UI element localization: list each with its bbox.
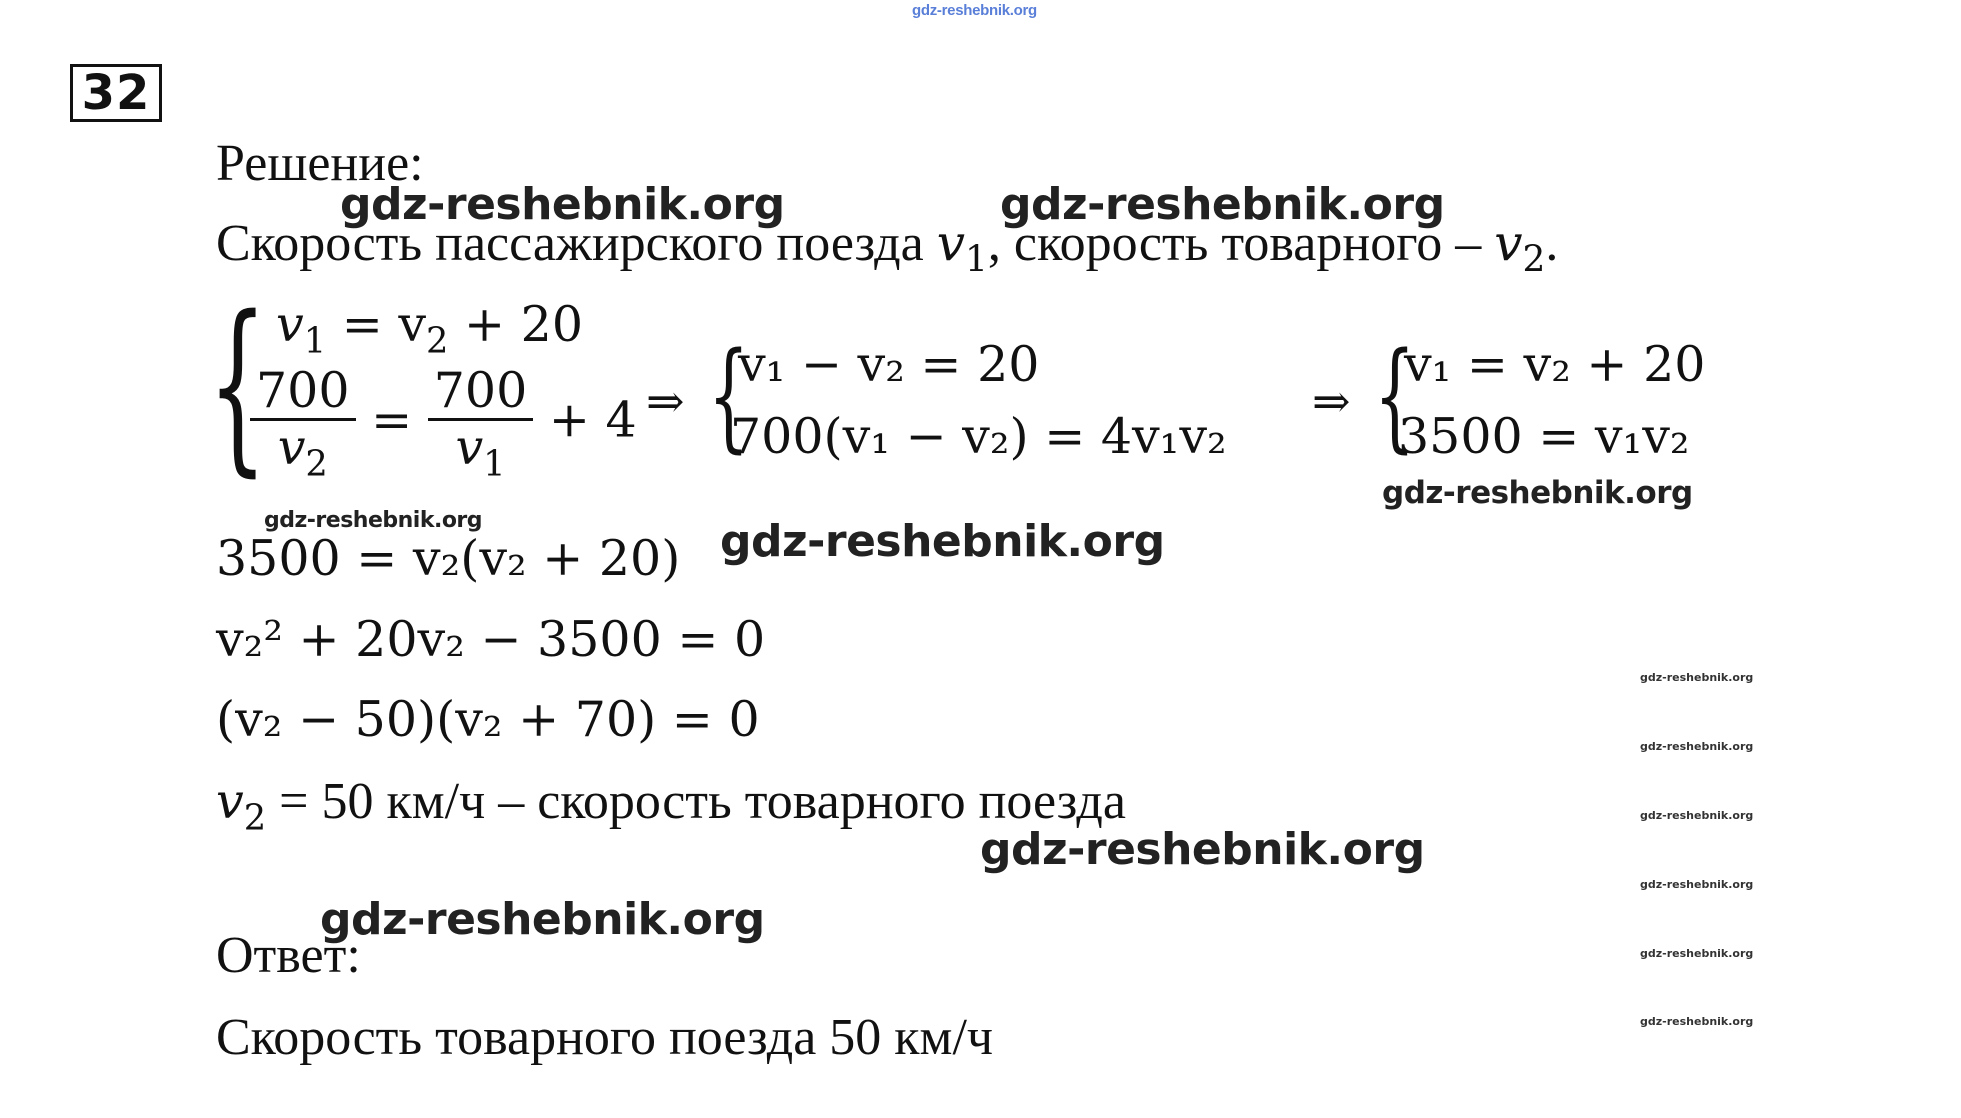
fraction-700-over-v1: $\frac{700}{v_1}$ (428, 364, 534, 484)
watermark-text: gdz-reshebnik.org (1640, 947, 1754, 960)
system1-brace: { (208, 276, 268, 493)
problem-number-box (70, 64, 162, 122)
watermark-text: gdz-reshebnik.org (1000, 179, 1445, 230)
v2-var: v (1494, 214, 1523, 272)
implies-arrow-1: ⇒ (646, 374, 685, 428)
answer-text: Скорость товарного поезда 50 км/ч (216, 1009, 994, 1066)
system3-brace: { (1374, 326, 1416, 464)
system1-line1: $v_1 = v_2 + 20$ (276, 296, 584, 362)
system3-line1: v₁ = v₂ + 20 (1404, 336, 1706, 393)
watermark-text: gdz-reshebnik.org (264, 508, 483, 533)
watermark-text: gdz-reshebnik.org (1382, 475, 1693, 511)
step-line-2: v₂² + 20v₂ − 3500 = 0 (216, 611, 766, 668)
system3-line2: 3500 = v₁v₂ (1398, 408, 1690, 465)
watermark-text: gdz-reshebnik.org (1640, 740, 1754, 753)
system2-brace: { (708, 326, 750, 464)
intro-text-before: Скорость пассажирского поезда (216, 215, 937, 272)
result-line: $v_2 = 50$ км/ч – скорость товарного поезда (216, 773, 1126, 839)
v1-var: v (936, 214, 965, 272)
intro-line (216, 214, 1559, 281)
problem-number: 32 (81, 65, 151, 121)
system2-line2: 700(v₁ − v₂) = 4v₁v₂ (730, 408, 1227, 465)
fraction-700-over-v2: $\frac{700}{v_2}$ (250, 364, 356, 484)
answer-heading: Ответ: (216, 927, 361, 984)
watermark-text: gdz-reshebnik.org (340, 179, 785, 230)
intro-text-after: . (1545, 215, 1559, 272)
solution-heading: Решение: (216, 135, 424, 192)
system1-line2: $\frac{700}{v_2}$ = $\frac{700}{v_1}$ + 4 (250, 364, 637, 484)
watermark-text: gdz-reshebnik.org (1640, 809, 1754, 822)
watermark-text: gdz-reshebnik.org (980, 824, 1425, 875)
step-line-3: (v₂ − 50)(v₂ + 70) = 0 (216, 691, 760, 748)
watermark-text: gdz-reshebnik.org (1640, 878, 1754, 891)
watermark-text: gdz-reshebnik.org (720, 516, 1165, 567)
implies-arrow-2: ⇒ (1312, 374, 1351, 428)
watermark-text: gdz-reshebnik.org (1640, 671, 1754, 684)
v1-sub: 1 (964, 239, 988, 281)
watermark-text: gdz-reshebnik.org (320, 894, 765, 945)
system2-line1: v₁ − v₂ = 20 (738, 336, 1040, 393)
step-line-1: 3500 = v₂(v₂ + 20) (216, 530, 681, 587)
watermark-text: gdz-reshebnik.org (1640, 1015, 1754, 1028)
top-watermark: gdz-reshebnik.org (912, 2, 1037, 19)
intro-text-middle: , скорость товарного – (987, 215, 1495, 272)
v2-sub: 2 (1522, 239, 1546, 281)
